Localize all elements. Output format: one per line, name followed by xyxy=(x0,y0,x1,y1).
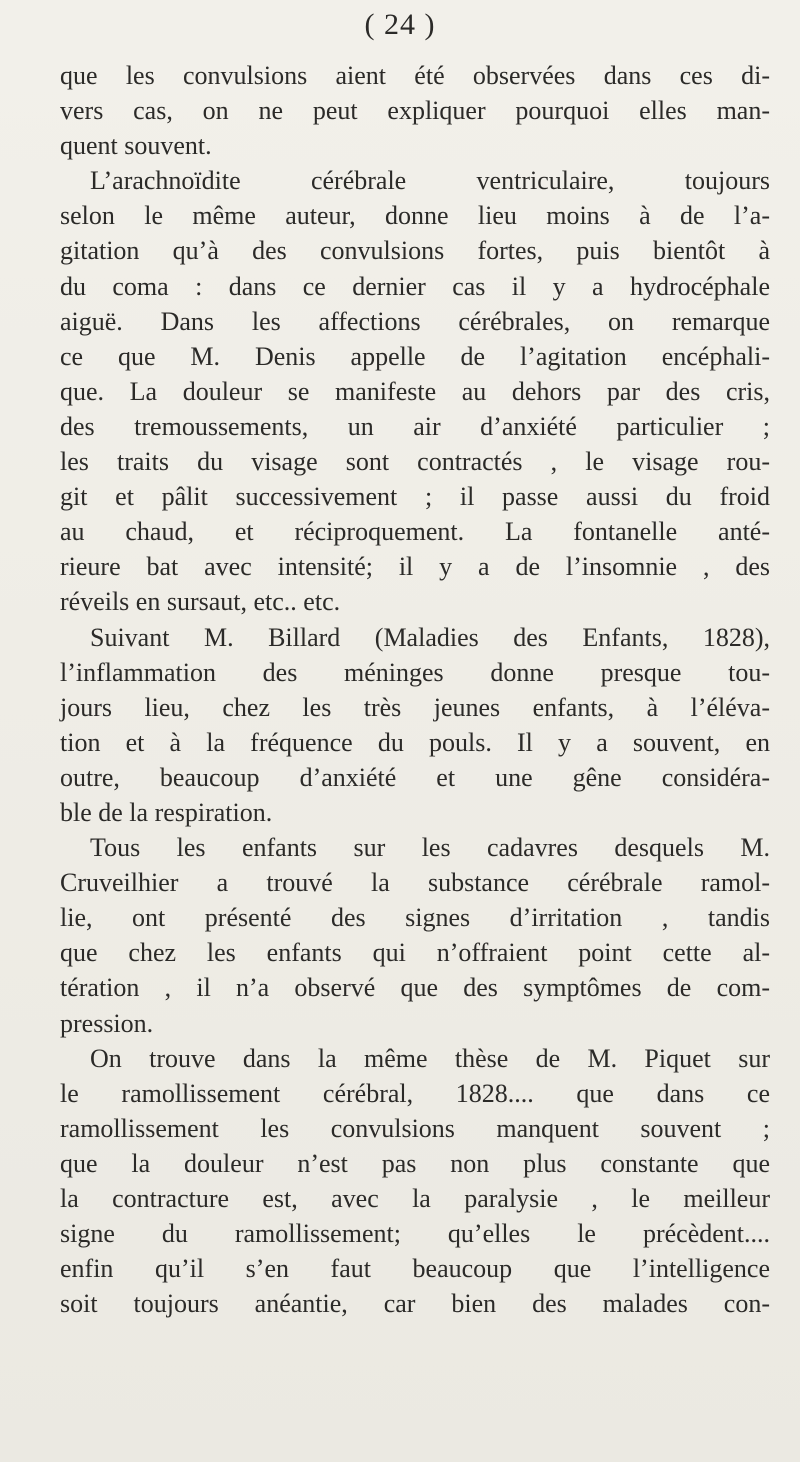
text-line: lie, ont présenté des signes d’irritation , tandis xyxy=(60,903,770,933)
paragraph xyxy=(60,830,770,1041)
page-number: ( 24 ) xyxy=(364,8,436,41)
text-line: rieure bat avec intensité; il y a de l’insomnie , des xyxy=(60,552,770,582)
text-line: L’arachnoïdite cérébrale ventriculaire, toujours xyxy=(90,166,770,196)
text-line: pression. xyxy=(60,1008,154,1038)
text-line: vers cas, on ne peut expliquer pourquoi elles man- xyxy=(60,96,770,126)
text-line: enfin qu’il s’en faut beaucoup que l’intelligence xyxy=(60,1254,770,1284)
page-text xyxy=(60,58,770,1321)
text-line: Tous les enfants sur les cadavres desquels M. xyxy=(90,833,770,863)
text-line: tion et à la fréquence du pouls. Il y a souvent, en xyxy=(60,727,770,757)
text-line: aiguë. Dans les affections cérébrales, on remarque xyxy=(60,306,770,336)
text-line: Suivant M. Billard (Maladies des Enfants, 1828), xyxy=(90,622,770,652)
paragraph xyxy=(60,163,770,619)
text-line: signe du ramollissement; qu’elles le précèdent.... xyxy=(60,1219,770,1249)
text-line: au chaud, et réciproquement. La fontanelle anté- xyxy=(60,517,770,547)
text-line: l’inflammation des méninges donne presque tou- xyxy=(60,657,770,687)
text-line: que les convulsions aient été observées dans ces di- xyxy=(60,61,770,90)
text-line: jours lieu, chez les très jeunes enfants, à l’éléva- xyxy=(60,692,770,722)
text-line: que la douleur n’est pas non plus constante que xyxy=(60,1148,770,1178)
text-line: ble de la respiration. xyxy=(60,797,273,827)
text-line: selon le même auteur, donne lieu moins à de l’a- xyxy=(60,201,770,231)
text-line: ramollissement les convulsions manquent souvent ; xyxy=(60,1113,770,1143)
text-line: gitation qu’à des convulsions fortes, puis bientôt à xyxy=(60,236,770,266)
text-line: des tremoussements, un air d’anxiété particulier ; xyxy=(60,411,770,441)
text-line: git et pâlit successivement ; il passe aussi du froid xyxy=(60,482,770,512)
text-line: On trouve dans la même thèse de M. Piquet sur xyxy=(90,1043,770,1073)
text-line: tération , il n’a observé que des symptômes de com- xyxy=(60,973,770,1003)
text-line: du coma : dans ce dernier cas il y a hydrocéphale xyxy=(60,271,770,301)
text-line: que chez les enfants qui n’offraient point cette al- xyxy=(60,938,770,968)
text-line: quent souvent. xyxy=(60,131,212,161)
paragraph xyxy=(60,58,770,163)
text-line: les traits du visage sont contractés , le visage rou- xyxy=(60,447,770,477)
paragraph xyxy=(60,620,770,831)
text-line: ce que M. Denis appelle de l’agitation encéphali- xyxy=(60,341,770,371)
paragraph xyxy=(60,1041,770,1322)
text-line: que. La douleur se manifeste au dehors par des cris, xyxy=(60,376,770,406)
text-line: la contracture est, avec la paralysie , le meilleur xyxy=(60,1184,770,1213)
text-line: outre, beaucoup d’anxiété et une gêne considéra- xyxy=(60,762,770,792)
text-line: réveils en sursaut, etc.. etc. xyxy=(60,587,341,617)
text-line: soit toujours anéantie, car bien des malades con- xyxy=(60,1289,770,1319)
text-line: le ramollissement cérébral, 1828.... que dans ce xyxy=(60,1078,770,1108)
text-line: Cruveilhier a trouvé la substance cérébrale ramol- xyxy=(60,868,770,898)
